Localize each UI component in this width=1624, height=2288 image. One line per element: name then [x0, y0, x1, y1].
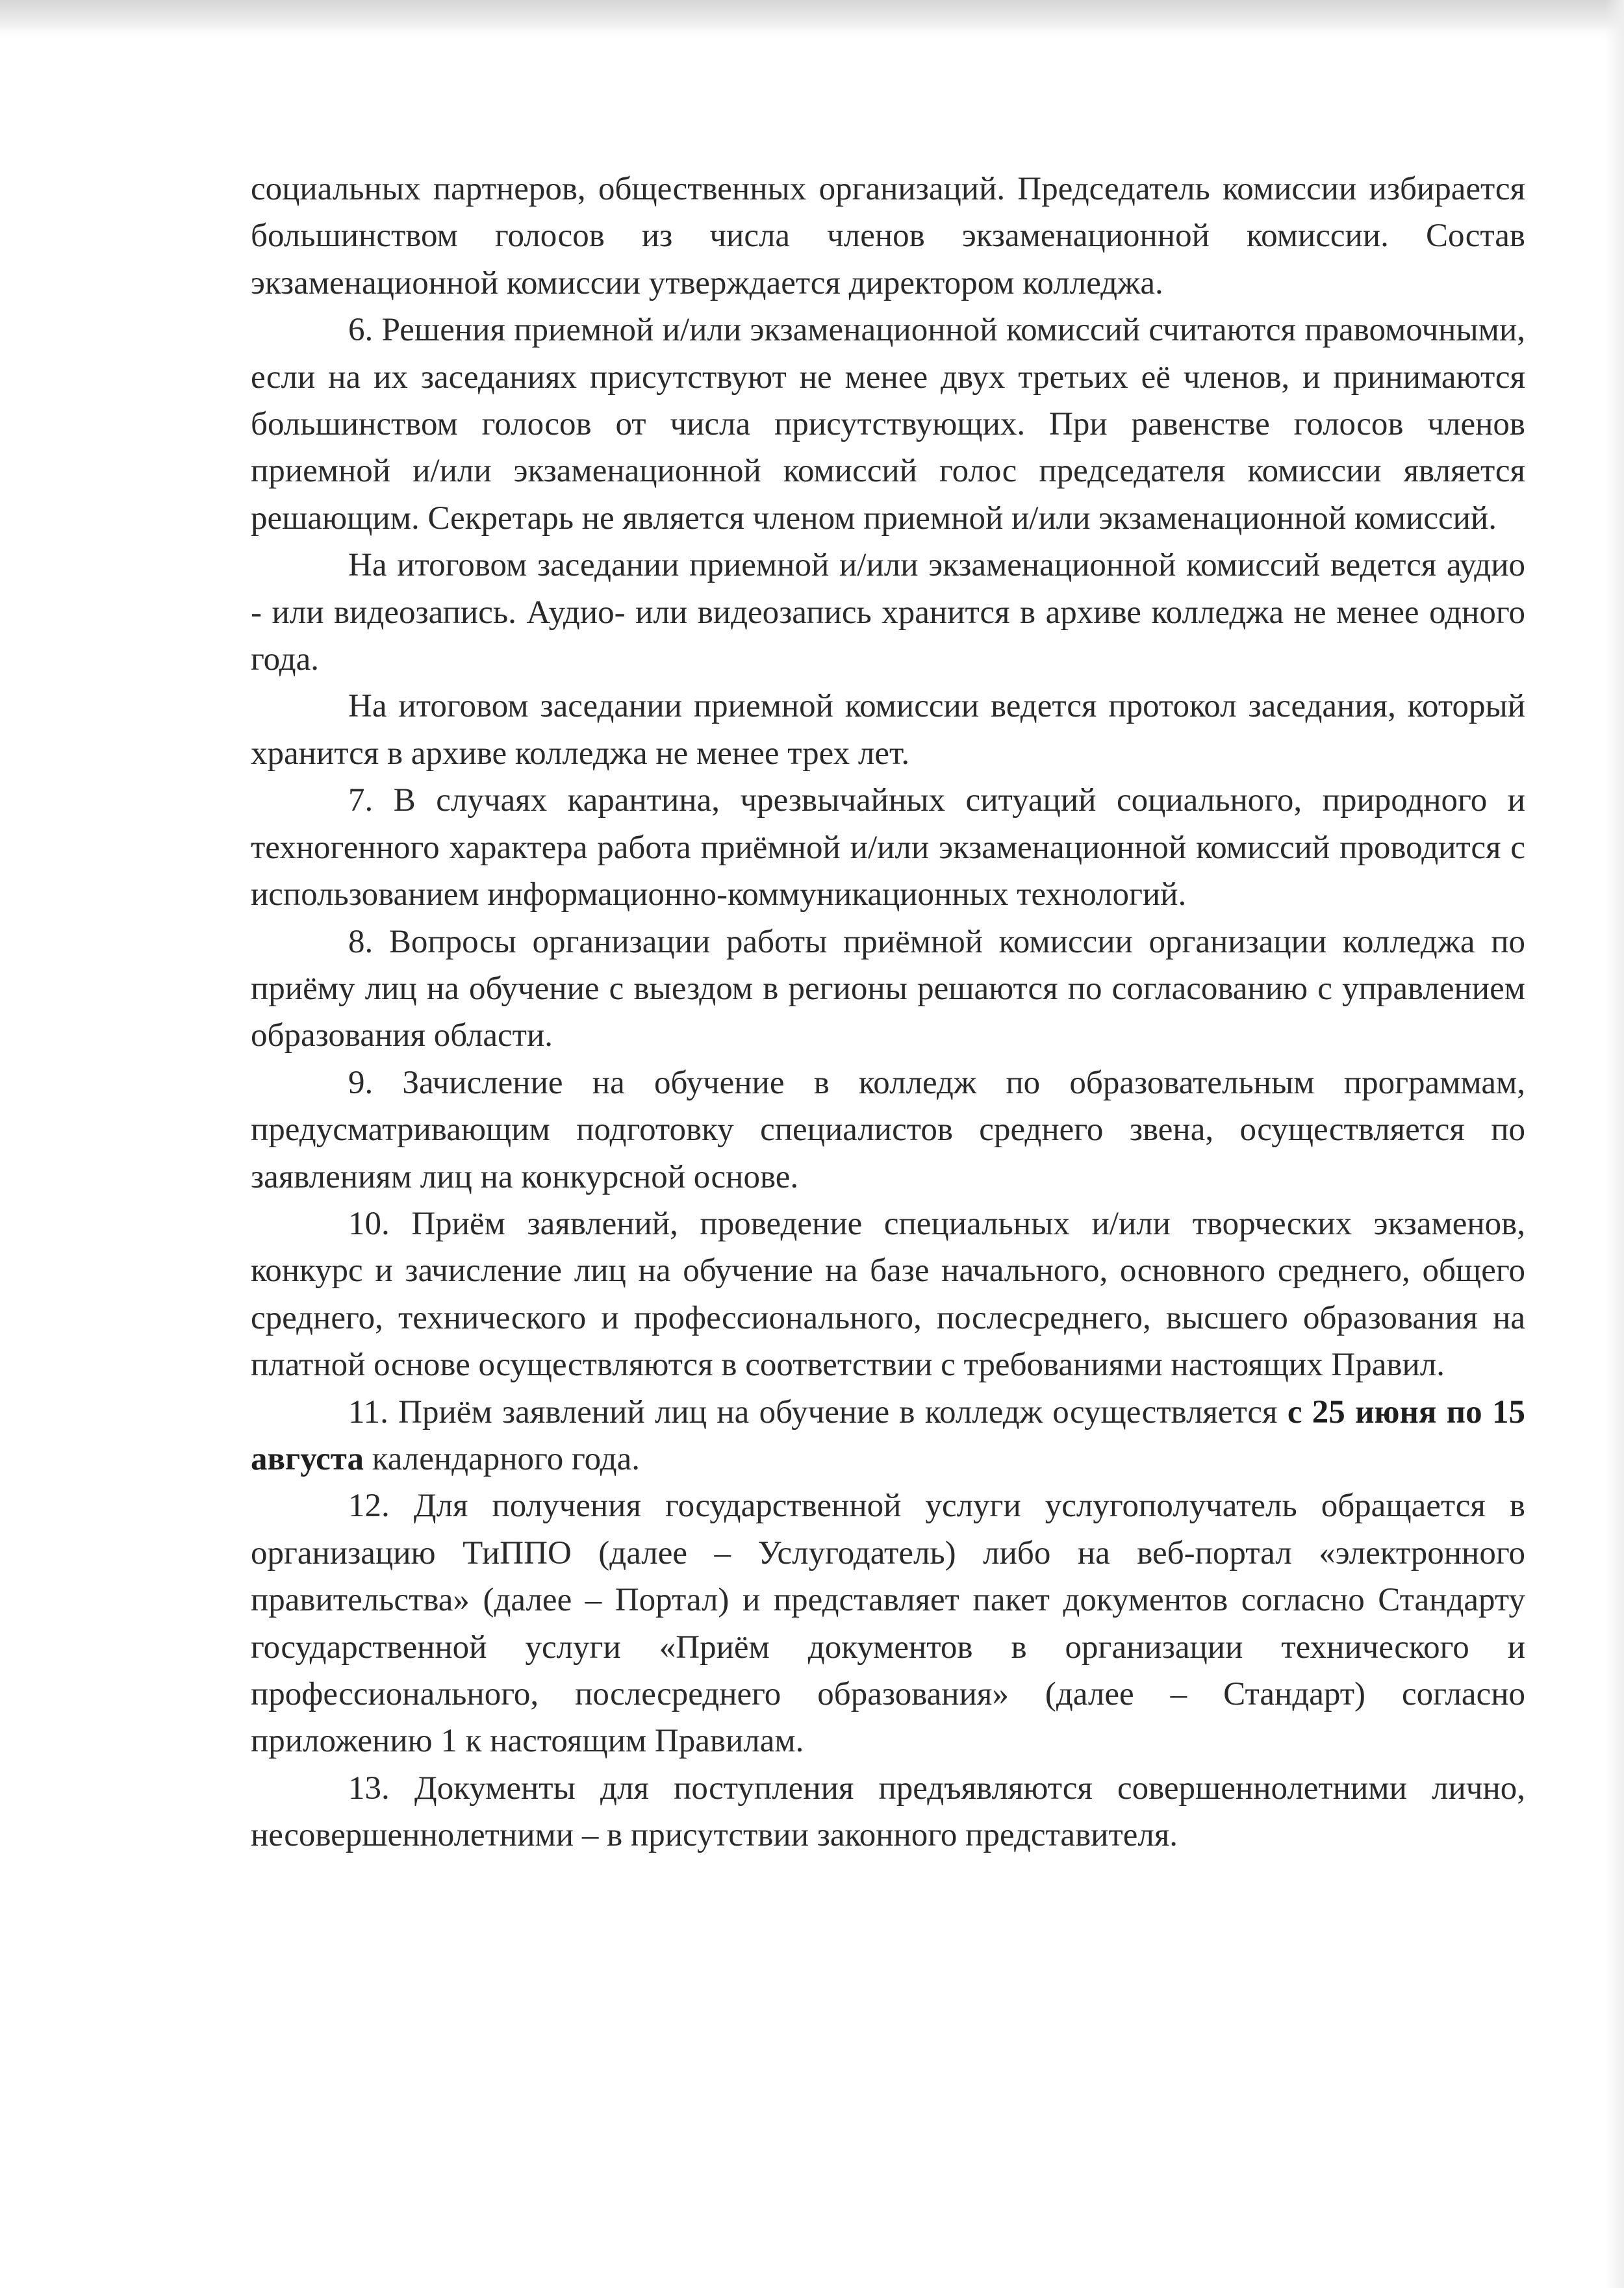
paragraph [251, 919, 1525, 1060]
paragraph-text: 7. В случаях карантина, чрезвычайных ситуаций социального, природного и техногенного характера работа приёмной и/или экзаменационной комиссий проводится с использованием информационно-коммуникационных технологий. [251, 782, 1525, 913]
paragraph [251, 307, 1525, 542]
paragraph [251, 1482, 1525, 1764]
paragraph-text: 8. Вопросы организации работы приёмной комиссии организации колледжа по приёму лиц на обучение с выездом в регионы решаются по согласованию с управлением образования области. [251, 923, 1525, 1054]
paragraph-text: 11. Приём заявлений лиц на обучение в колледж осуществляется [348, 1393, 1288, 1430]
scan-shadow-top [0, 0, 1624, 30]
paragraph-text: 12. Для получения государственной услуги услугополучатель обращается в организацию ТиППО (далее – Услугодатель) либо на веб-портал «электронного правительства» (далее – Портал) и представляет пакет документов согласно Стандарту государственной услуги «Приём документов в организации технического и профессионального, послесреднего образования» (далее – Стандарт) согласно приложению 1 к настоящим Правилам. [251, 1488, 1525, 1760]
paragraph [251, 683, 1525, 777]
paragraph [251, 777, 1525, 918]
paragraph [251, 1389, 1525, 1483]
paragraph [251, 166, 1525, 307]
paragraph [251, 542, 1525, 683]
paragraph-text-bold: с 25 июня по 15 августа [251, 1393, 1525, 1477]
paragraph-text: 13. Документы для поступления предъявляются совершеннолетними лично, несовершеннолетними – в присутствии законного представителя. [251, 1770, 1525, 1854]
paragraph-text: социальных партнеров, общественных организаций. Председатель комиссии избирается большинством голосов из числа членов экзаменационной комиссии. Состав экзаменационной комиссии утверждается директором колледжа. [251, 171, 1525, 301]
scan-shadow-right [1605, 0, 1624, 2288]
paragraph [251, 1765, 1525, 1859]
document-body [251, 166, 1525, 1859]
paragraph-text: На итоговом заседании приемной и/или экзаменационной комиссий ведется аудио - или видеозапись. Аудио- или видеозапись хранится в архиве колледжа не менее одного года. [251, 547, 1525, 678]
paragraph-text: 6. Решения приемной и/или экзаменационной комиссий считаются правомочными, если на их заседаниях присутствуют не менее двух третьих её членов, и принимаются большинством голосов от числа присутствующих. При равенстве голосов членов приемной и/или экзаменационной комиссий голос председателя комиссии является решающим. Секретарь не является членом приемной и/или экзаменационной комиссий. [251, 312, 1525, 537]
paragraph [251, 1060, 1525, 1201]
paragraph [251, 1201, 1525, 1389]
paragraph-text: календарного года. [363, 1440, 640, 1477]
paragraph-text: 10. Приём заявлений, проведение специальных и/или творческих экзаменов, конкурс и зачисление лиц на обучение на базе начального, основного среднего, общего среднего, технического и профессионального, послесреднего, высшего образования на платной основе осуществляются в соответствии с требованиями настоящих Правил. [251, 1205, 1525, 1384]
paragraph-text: На итоговом заседании приемной комиссии ведется протокол заседания, который хранится в архиве колледжа не менее трех лет. [251, 688, 1525, 772]
paragraph-text: 9. Зачисление на обучение в колледж по образовательным программам, предусматривающим подготовку специалистов среднего звена, осуществляется по заявлениям лиц на конкурсной основе. [251, 1064, 1525, 1195]
